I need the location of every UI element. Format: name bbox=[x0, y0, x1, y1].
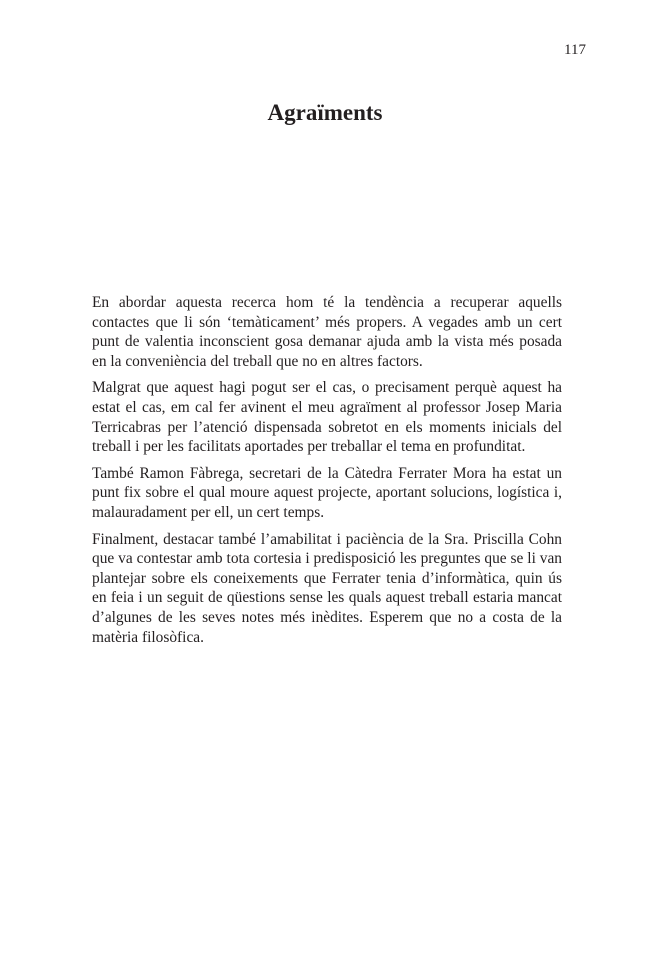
acknowledgements-body bbox=[92, 293, 562, 654]
paragraph-terricabras: Malgrat que aquest hagi pogut ser el cas, o precisament perquè aquest ha estat el cas, em cal fer avinent el meu agraïment al professor Josep Maria Terricabras per l’atenció dispensada sobretot en els moments inicials del treball i per les facilitats aportades per treballar el tema en profunditat. bbox=[92, 379, 562, 456]
paragraph-intro: En abordar aquesta recerca hom té la tendència a recuperar aquells contactes que li són ‘temàticament’ més propers. A vegades amb un cert punt de valentia inconscient gosa demanar ajuda amb la vista més posada en la conveniència del treball que no en altres factors. bbox=[92, 294, 562, 370]
paragraph-cohn: Finalment, destacar també l’amabilitat i paciència de la Sra. Priscilla Cohn que va contestar amb tota cortesia i predisposició les preguntes que se li van plantejar sobre els coneixements que Ferrater tenia d’informàtica, quin ús en feia i un seguit de qüestions sense les quals aquest treball estaria mancat d’algunes de les seves notes més inèdites. Esperem que no a costa de la matèria filosòfica. bbox=[92, 530, 562, 646]
page-title: Agraïments bbox=[267, 100, 383, 125]
page-number: 117 bbox=[564, 42, 586, 58]
paragraph-fabrega: També Ramon Fàbrega, secretari de la Càtedra Ferrater Mora ha estat un punt fix sobre el qual moure aquest projecte, aportant solucions, logística i, malauradament per ell, un cert temps. bbox=[92, 464, 562, 521]
